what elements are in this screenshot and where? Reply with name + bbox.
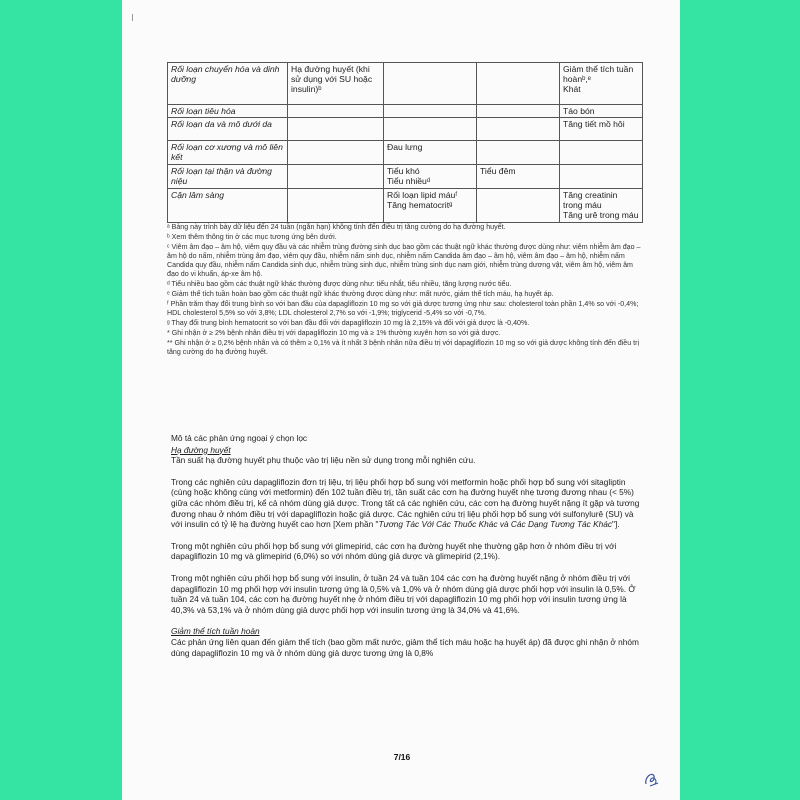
scan-mark <box>132 14 133 21</box>
table-row <box>168 118 643 141</box>
table-cell: Tiểu khó Tiểu nhiềuᵈ <box>384 165 477 189</box>
table-row <box>168 63 643 105</box>
table-cell <box>560 165 643 189</box>
section-title: Mô tả các phản ứng ngoại ý chọn lọc <box>171 433 308 443</box>
table-cell <box>288 105 384 118</box>
footnote: * Ghi nhận ở ≥ 2% bệnh nhân điều trị với dapagliflozin 10 mg và ≥ 1% thường xuyên hơn so với giả dược. <box>167 328 501 337</box>
table-cell <box>288 165 384 189</box>
table-cell <box>477 63 560 105</box>
subheading-hypoglycemia: Hạ đường huyết <box>171 444 231 455</box>
table-cell <box>560 118 643 141</box>
footnote: ᶜ Viêm âm đạo – âm hộ, viêm quy đầu và các nhiễm trùng đường sinh dục bao gồm các thuật ngữ khác thường được dùng như: viêm nhiễm âm đạo – âm hộ do nấm, nhiễm trùng âm đạo, viêm quy đầu, nhiễm nấm sinh dục, nhiễm nấm Candida âm đạo – âm hộ, viêm âm đạo – âm hộ, nhiễm nấm Candida quy đầu, nhiễm nấm Candida sinh dục, nhiễm trùng sinh dục, nhiễm trùng sinh dục nam giới, nhiễm trùng dương vật, viêm âm hộ, viêm âm đạo do vi khuẩn, áp-xe âm hộ. <box>167 243 641 278</box>
table-cell <box>477 105 560 118</box>
table-cell: Hạ đường huyết (khi sử dụng với SU hoặc insulin)ᵇ <box>288 63 384 105</box>
table-footnotes <box>167 223 645 358</box>
footnote: ᶠ Phần trăm thay đổi trung bình so với ban đầu của dapagliflozin 10 mg so với giả dược tương ứng như sau: cholesterol toàn phần 1,4% so với -0,4%; HDL cholesterol 5,5% so với 3,8%; LDL cholesterol 2,7% so với -1,9%; triglycerid -5,4% so với -0,7%. <box>167 299 639 317</box>
table-cell <box>560 63 643 105</box>
document-page <box>122 0 680 800</box>
body-text <box>171 433 641 658</box>
table-cell: Rối loạn lipid máuᶠ Tăng hematocritᵍ <box>384 189 477 223</box>
table-cell <box>560 189 643 223</box>
table-cell <box>560 105 643 118</box>
paragraph: Các phản ứng liên quan đến giảm thể tích (bao gồm mất nước, giảm thể tích máu hoặc hạ huyết áp) đã được ghi nhận ở nhóm dùng dapagliflozin 10 mg và ở nhóm dùng giả dược tương ứng là 0,8% <box>171 636 639 658</box>
table-cell <box>288 189 384 223</box>
table-cell: Rối loạn chuyển hóa và dinh dưỡng <box>168 63 288 105</box>
table-cell <box>288 141 384 165</box>
table-cell: Rối loạn da và mô dưới da <box>168 118 288 141</box>
cell-line: Táo bón <box>563 106 595 116</box>
table-cell <box>477 141 560 165</box>
table-cell: Rối loạn tiêu hóa <box>168 105 288 118</box>
footnote: ᵈ Tiểu nhiều bao gồm các thuật ngữ khác thường được dùng như: tiểu nhắt, tiểu nhiều, tăng lượng nước tiểu. <box>167 279 512 288</box>
page-number: 7/16 <box>393 752 411 762</box>
cell-line: Tăng urê trong máu <box>563 210 639 220</box>
footnote: ᵃ Bảng này trình bày dữ liệu đến 24 tuần (ngắn hạn) không tính đến điều trị tăng cường do hạ đường huyết. <box>167 223 506 231</box>
table-cell <box>384 118 477 141</box>
cross-reference: Tương Tác Với Các Thuốc Khác và Các Dạng Tương Tác Khác <box>378 519 613 530</box>
paragraph-text: "]. <box>612 519 620 530</box>
subheading-volume-depletion: Giảm thể tích tuần hoàn <box>171 626 260 637</box>
footnote: ᵉ Giảm thể tích tuần hoàn bao gồm các thuật ngữ khác thường được dùng như: mất nước, giảm thể tích máu, hạ huyết áp. <box>167 289 554 298</box>
footnote: ᵇ Xem thêm thông tin ở các mục tương ứng bên dưới. <box>167 233 337 242</box>
table-cell: Đau lưng <box>384 141 477 165</box>
paragraph <box>171 477 641 530</box>
table-cell: Tiểu đêm <box>477 165 560 189</box>
table-cell <box>477 118 560 141</box>
table-row <box>168 141 643 165</box>
table-row <box>168 189 643 223</box>
table-cell: Cận lâm sàng <box>168 189 288 223</box>
table-cell <box>288 118 384 141</box>
table-cell <box>477 189 560 223</box>
initials-signature <box>640 768 662 788</box>
cell-line: Tăng tiết mồ hôi <box>563 119 625 129</box>
paragraph: Tần suất hạ đường huyết phụ thuộc vào trị liệu nền sử dụng trong mỗi nghiên cứu. <box>171 455 476 466</box>
table-cell <box>560 141 643 165</box>
paragraph: Trong một nghiên cứu phối hợp bổ sung với glimepirid, các cơn hạ đường huyết nhẹ thường gặp hơn ở nhóm điều trị với dapagliflozin 10 mg và glimepirid (6,0%) so với nhóm dùng giả dược và glimepirid (2,1%). <box>171 540 617 562</box>
adverse-reactions-table <box>167 62 643 223</box>
table-cell: Rối loạn cơ xương và mô liên kết <box>168 141 288 165</box>
table-cell <box>384 63 477 105</box>
paragraph-text: Trong các nghiên cứu dapagliflozin đơn trị liệu, trị liệu phối hợp bổ sung với metformin hoặc phối hợp bổ sung với sitagliptin (cùng hoặc không cùng với metformin) đến 102 tuần điều trị, tần suất các cơn hạ đường huyết nhẹ tương đương nhau (< 5%) giữa các nhóm điều trị, kể cả nhóm dùng giả dược. Trong tất cả các nghiên cứu, các cơn hạ đường huyết nặng ít gặp và tương đương nhau ở nhóm điều trị với dapagliflozin hoặc giả dược. Các nghiên cứu trị liệu phối hợp bổ sung với sulfonylurê (SU) và với insulin có tỷ lệ hạ đường huyết cao hơn [Xem phần " <box>171 476 640 530</box>
cell-line: Khát <box>563 84 581 94</box>
table-row <box>168 165 643 189</box>
table-cell: Rối loạn tại thận và đường niệu <box>168 165 288 189</box>
cell-line: Tăng creatinin trong máu <box>563 190 618 210</box>
table-row <box>168 105 643 118</box>
footnote: ᵍ Thay đổi trung bình hematocrit so với ban đầu đối với dapagliflozin 10 mg là 2,15% và đối với giả dược là -0,40%. <box>167 318 530 327</box>
cell-line: Giảm thể tích tuần hoànᵇ,ᵉ <box>563 64 634 84</box>
footnote: ** Ghi nhận ở ≥ 0,2% bệnh nhân và có thêm ≥ 0,1% và ít nhất 3 bệnh nhân nữa điều trị với dapagliflozin 10 mg so với giả dược không tính đến điều trị tăng cường do hạ đường huyết. <box>167 338 640 356</box>
paragraph: Trong một nghiên cứu phối hợp bổ sung với insulin, ở tuần 24 và tuần 104 các cơn hạ đường huyết nặng ở nhóm điều trị với dapagliflozin 10 mg phối hợp với insulin tương ứng là 0,5% và 1,0% và ở nhóm dùng giả dược phối hợp với insulin là 0,5%. Ở tuần 24 và tuần 104, các cơn hạ đường huyết nhẹ ở nhóm điều trị với dapagliflozin 10 mg phối hợp với insulin tương ứng là 40,3% và 53,1% và ở nhóm dùng giả dược phối hợp với insulin tương ứng là 34,0% và 41,6%. <box>171 572 636 615</box>
table-cell <box>384 105 477 118</box>
